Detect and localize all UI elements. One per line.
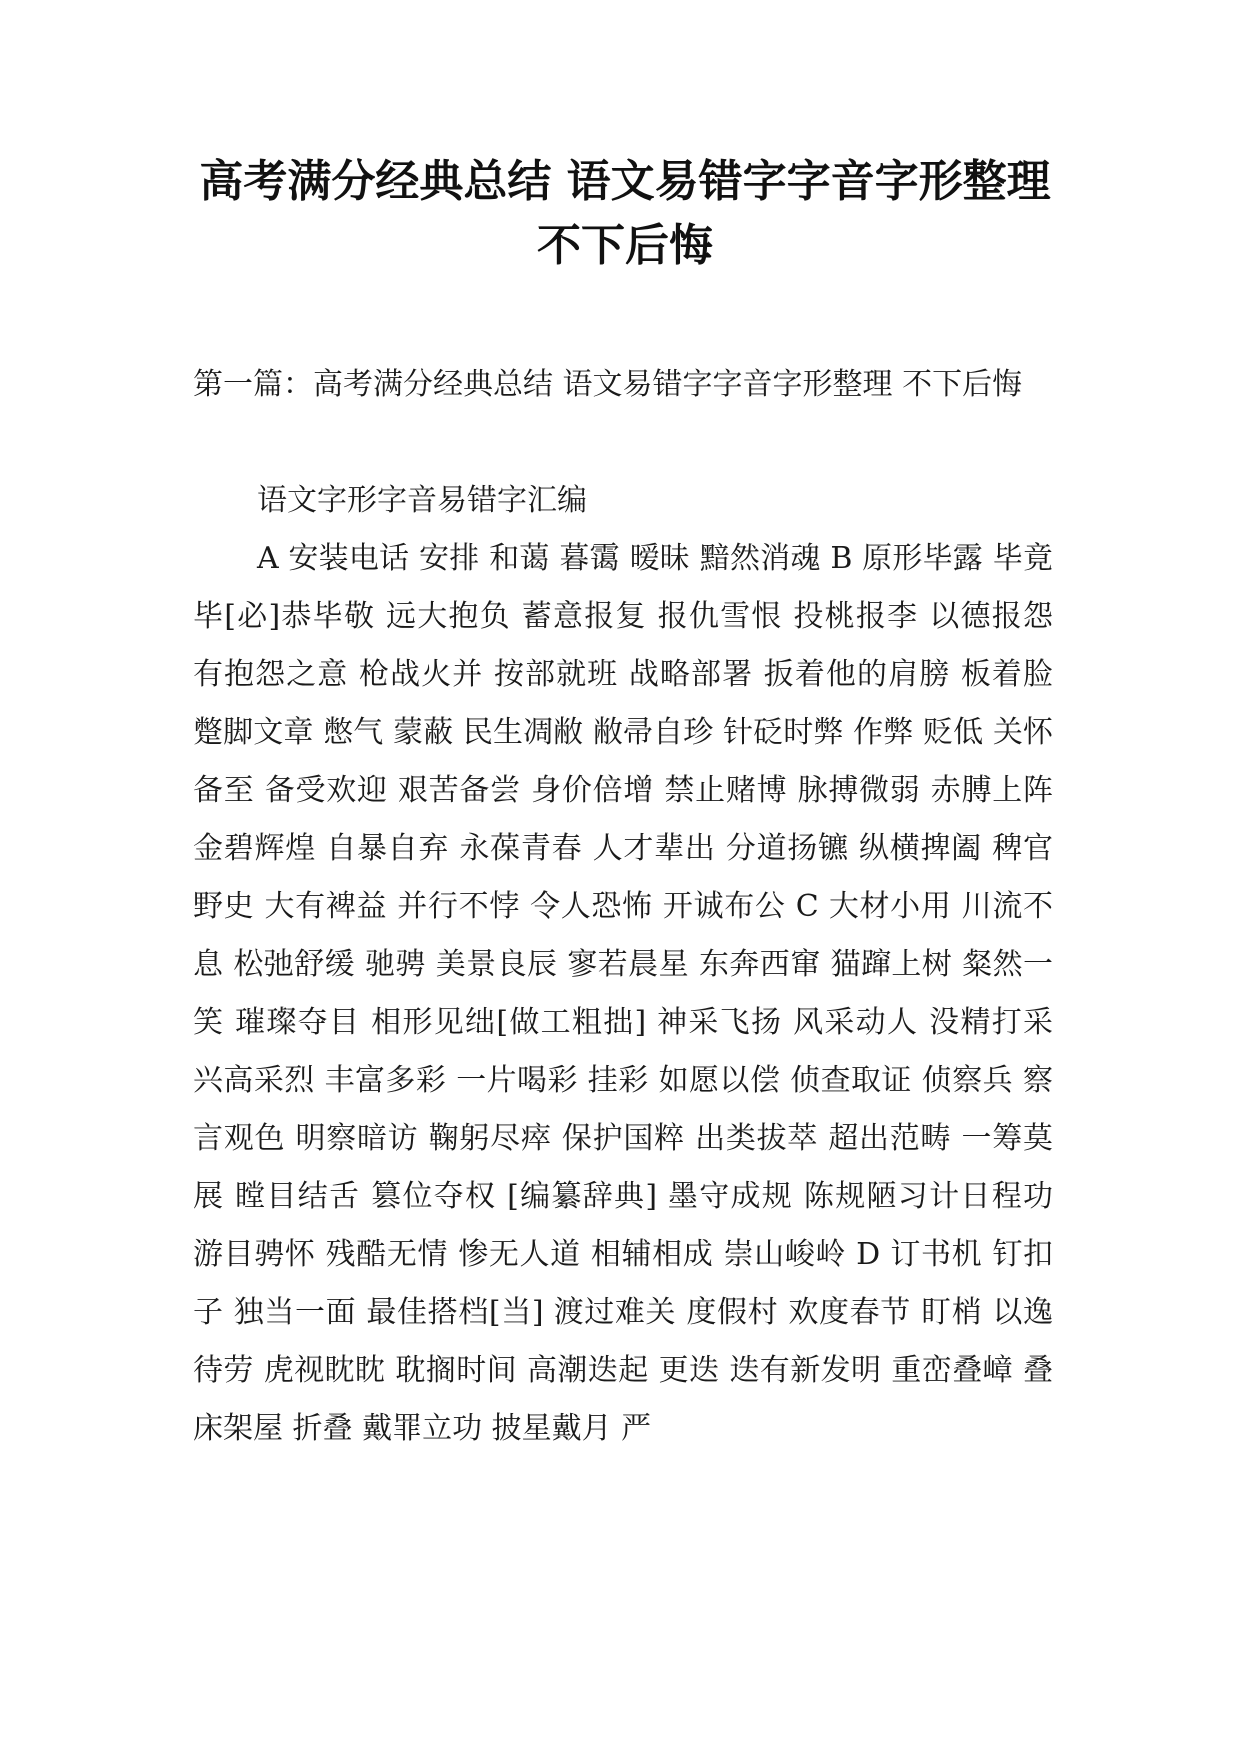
document-title: 高考满分经典总结 语文易错字字音字形整理 不下后悔 — [199, 156, 1051, 271]
section-heading: 第一篇：高考满分经典总结 语文易错字字音字形整理 不下后悔 — [193, 367, 1023, 402]
vocabulary-paragraph: A 安装电话 安排 和蔼 暮霭 暧昧 黯然消魂 B 原形毕露 毕竟 毕[必]恭毕敬 远大抱负 蓄意报复 报仇雪恨 投桃报李 以德报怨 有抱怨之意 枪战火并 按部就班 战略部署 扳着他的肩膀 板着脸 蹩脚文章 憋气 蒙蔽 民生凋敝 敝帚自珍 针砭时弊 作弊 贬低 关怀备至 备受欢迎 艰苦备尝 身价倍增 禁止赌博 脉搏微弱 赤膊上阵 金碧辉煌 自暴自弃 永葆青春 人才辈出 分道扬镳 纵横捭阖 稗官野史 大有裨益 并行不悖 令人恐怖 开诚布公 C 大材小用 川流不息 松弛舒缓 驰骋 美景良辰 寥若晨星 东奔西窜 猫蹿上树 粲然一笑 璀璨夺目 相形见绌[做工粗拙] 神采飞扬 风采动人 没精打采 兴高采烈 丰富多彩 一片喝彩 挂彩 如愿以偿 侦查取证 侦察兵 察言观色 明察暗访 鞠躬尽瘁 保护国粹 出类拔萃 超出范畴 一筹莫展 瞠目结舌 篡位夺权 [编纂辞典] 墨守成规 陈规陋习计日程功 游目骋怀 残酷无情 惨无人道 相辅相成 崇山峻岭 D 订书机 钉扣子 独当一面 最佳搭档[当] 渡过难关 度假村 欢度春节 盯梢 以逸待劳 虎视眈眈 耽搁时间 高潮迭起 更迭 迭有新发明 重峦叠嶂 叠床架屋 折叠 戴罪立功 披星戴月 严 — [193, 541, 1053, 1446]
section-subheading: 语文字形字音易错字汇编 — [257, 483, 587, 518]
